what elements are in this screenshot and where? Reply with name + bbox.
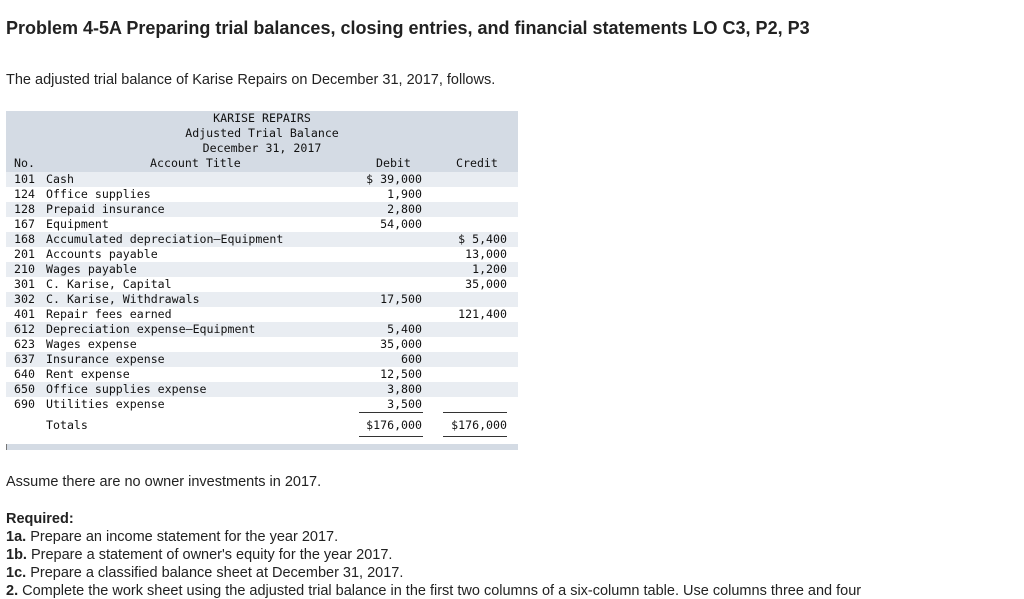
account-title: Cash — [46, 172, 74, 186]
account-title: C. Karise, Capital — [46, 277, 172, 291]
required-item-tag: 1b. — [6, 547, 27, 563]
column-header-no: No. — [14, 156, 35, 170]
required-item — [6, 583, 861, 599]
credit-amount: 13,000 — [465, 247, 507, 261]
debit-amount: 54,000 — [380, 217, 422, 231]
table-row — [6, 322, 518, 337]
required-item-tag: 2. — [6, 583, 19, 599]
credit-amount: $ 5,400 — [458, 232, 507, 246]
account-number: 167 — [14, 217, 35, 231]
required-item — [6, 547, 392, 563]
table-row — [6, 217, 518, 232]
table-row — [6, 352, 518, 367]
account-number: 128 — [14, 202, 35, 216]
debit-amount: 17,500 — [380, 292, 422, 306]
table-row — [6, 202, 518, 217]
intro-text: The adjusted trial balance of Karise Repairs on December 31, 2017, follows. — [6, 72, 496, 88]
account-number: 210 — [14, 262, 35, 276]
account-title: C. Karise, Withdrawals — [46, 292, 200, 306]
account-title: Depreciation expense—Equipment — [46, 322, 256, 336]
required-item — [6, 565, 403, 581]
table-row — [6, 397, 518, 412]
account-number: 650 — [14, 382, 35, 396]
debit-amount: 3,800 — [387, 382, 422, 396]
account-title: Accumulated depreciation—Equipment — [46, 232, 284, 246]
account-number: 201 — [14, 247, 35, 261]
account-number: 612 — [14, 322, 35, 336]
table-row — [6, 307, 518, 322]
table-row — [6, 247, 518, 262]
table-row — [6, 292, 518, 307]
account-title: Rent expense — [46, 367, 130, 381]
debit-amount: 1,900 — [387, 187, 422, 201]
credit-amount: 121,400 — [458, 307, 507, 321]
account-number: 690 — [14, 397, 35, 411]
report-date: December 31, 2017 — [202, 141, 322, 155]
assumption-text: Assume there are no owner investments in 2017. — [6, 474, 322, 490]
account-number: 301 — [14, 277, 35, 291]
report-name: Adjusted Trial Balance — [185, 126, 339, 140]
column-headers — [6, 156, 518, 171]
account-title: Prepaid insurance — [46, 202, 165, 216]
debit-amount: 3,500 — [387, 397, 422, 411]
required-item — [6, 529, 338, 545]
required-item-text: Prepare a classified balance sheet at December 31, 2017. — [30, 565, 404, 581]
account-number: 623 — [14, 337, 35, 351]
required-item-text: Prepare an income statement for the year 2017. — [30, 529, 339, 545]
account-number: 637 — [14, 352, 35, 366]
column-header-credit: Credit — [456, 156, 498, 170]
account-number: 101 — [14, 172, 35, 186]
problem-title: Problem 4-5A Preparing trial balances, closing entries, and financial statements LO C3, P2, P3 — [6, 18, 810, 38]
table-row — [6, 277, 518, 292]
required-item-text: Complete the work sheet using the adjusted trial balance in the first two columns of a six-column table. Use columns three and four — [22, 583, 862, 599]
company-name: KARISE REPAIRS — [213, 111, 311, 125]
table-footer-edge — [6, 444, 7, 450]
debit-amount: 35,000 — [380, 337, 422, 351]
account-number: 302 — [14, 292, 35, 306]
account-number: 401 — [14, 307, 35, 321]
table-row — [6, 262, 518, 277]
debit-amount: 600 — [401, 352, 422, 366]
account-title: Utilities expense — [46, 397, 165, 411]
account-title: Insurance expense — [46, 352, 165, 366]
table-row — [6, 187, 518, 202]
account-title: Accounts payable — [46, 247, 158, 261]
required-label: Required: — [6, 511, 74, 527]
table-row — [6, 337, 518, 352]
trial-balance-table — [6, 111, 518, 450]
table-row — [6, 382, 518, 397]
table-row — [6, 367, 518, 382]
debit-amount: $ 39,000 — [366, 172, 422, 186]
table-footer-bar — [6, 444, 518, 450]
table-header — [6, 111, 518, 172]
credit-amount: 35,000 — [465, 277, 507, 291]
totals-debit: $176,000 — [366, 418, 422, 432]
required-item-tag: 1a. — [6, 529, 27, 545]
credit-total-rule — [443, 412, 507, 413]
account-title: Wages payable — [46, 262, 137, 276]
credit-double-rule — [443, 436, 507, 437]
debit-total-rule — [359, 412, 423, 413]
account-title: Repair fees earned — [46, 307, 172, 321]
required-item-tag: 1c. — [6, 565, 27, 581]
account-title: Wages expense — [46, 337, 137, 351]
account-title: Office supplies — [46, 187, 151, 201]
account-title: Equipment — [46, 217, 109, 231]
account-number: 168 — [14, 232, 35, 246]
account-number: 124 — [14, 187, 35, 201]
required-item-text: Prepare a statement of owner's equity for the year 2017. — [30, 547, 393, 563]
totals-row — [6, 418, 518, 433]
credit-amount: 1,200 — [472, 262, 507, 276]
debit-amount: 2,800 — [387, 202, 422, 216]
column-header-debit: Debit — [376, 156, 411, 170]
account-number: 640 — [14, 367, 35, 381]
totals-credit: $176,000 — [451, 418, 507, 432]
table-row — [6, 172, 518, 187]
account-title: Office supplies expense — [46, 382, 207, 396]
table-row — [6, 232, 518, 247]
debit-amount: 12,500 — [380, 367, 422, 381]
debit-double-rule — [359, 436, 423, 437]
totals-label: Totals — [46, 418, 88, 432]
column-header-account: Account Title — [150, 156, 241, 170]
debit-amount: 5,400 — [387, 322, 422, 336]
